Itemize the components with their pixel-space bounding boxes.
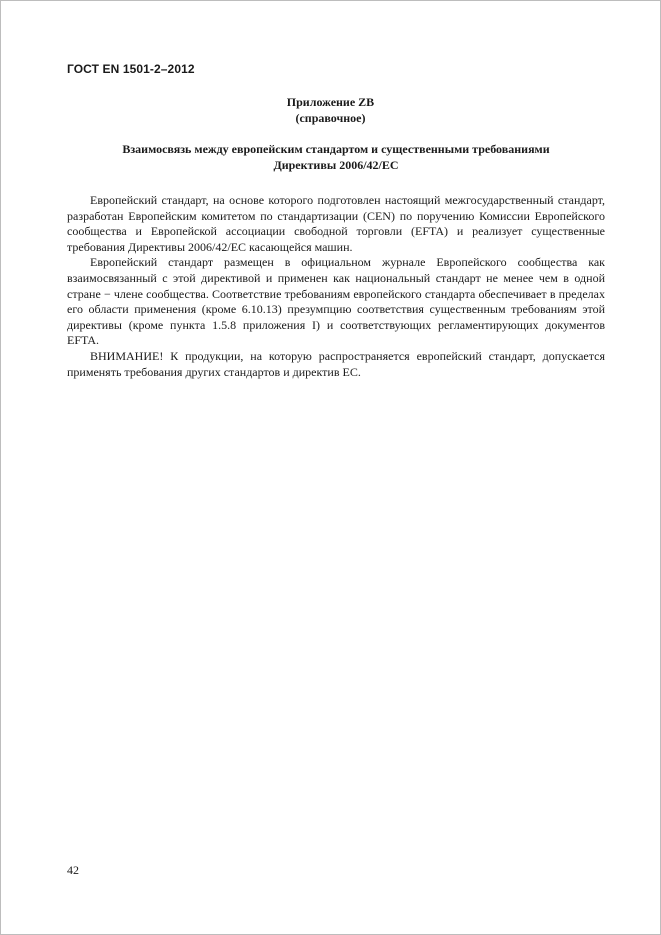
annex-title: Приложение ZB — [286, 95, 375, 109]
paragraph-1: Европейский стандарт, на основе которого подготовлен настоящий межгосударственный стандарт, разработан Европейским комитетом по стандартизации (CEN) по поручению Комиссии Европейского сообщества и Европейской ассоциации свободной торговли (EFTA) и реализует существенные требования Директивы 2006/42/EC касающейся машин. — [67, 193, 605, 254]
paragraph-2: Европейский стандарт размещен в официальном журнале Европейского сообщества как взаимосвязанный с этой директивой и применен как национальный стандарт не менее чем в одной стране − члене сообщества. Соответствие требованиям европейского стандарта обеспечивает в пределах его области применения (кроме 6.10.13) презумпцию соответствия существенным требованиям этой директивы (кроме пункта 1.5.8 приложения I) и соответствующих регламентирующих документов EFTA. — [67, 255, 605, 348]
document-header: ГОСТ EN 1501-2–2012 — [67, 62, 195, 76]
body-text — [67, 193, 605, 380]
annex-type: (справочное) — [295, 111, 366, 125]
paragraph-3: ВНИМАНИЕ! К продукции, на которую распространяется европейский стандарт, допускается применять требования других стандартов и директив ЕС. — [67, 348, 605, 379]
section-title-line2: Директивы 2006/42/EC — [273, 158, 399, 172]
section-title-line1: Взаимосвязь между европейским стандартом и существенными требованиями — [122, 142, 550, 156]
page-number: 42 — [67, 863, 79, 877]
